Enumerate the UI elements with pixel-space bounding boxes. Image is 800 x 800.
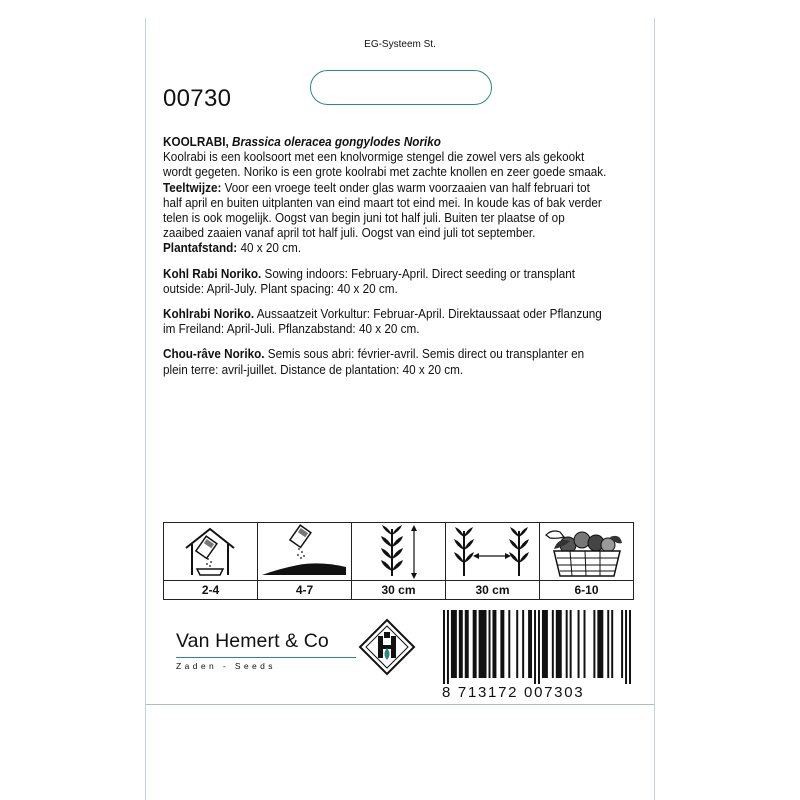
barcode-bar (566, 610, 568, 678)
french-text: Semis sous abri: février-avril. Semis direct ou transplanter en plein terre: avril-juillet. Distance de plantation: 40 x 20 cm. (163, 347, 585, 377)
icon-label-spacing: 30 cm (445, 580, 540, 600)
cultivation-icons (163, 522, 633, 600)
barcode-bar (593, 610, 595, 678)
icon-label-height: 30 cm (351, 580, 446, 600)
brand-divider (176, 657, 356, 658)
barcode-bar (597, 610, 603, 678)
barcode-bar (443, 610, 445, 684)
barcode-bar (542, 610, 548, 678)
barcode-bar (534, 610, 536, 684)
lot-number-box (310, 70, 492, 105)
barcode-bar (479, 610, 487, 678)
description-text (163, 135, 608, 388)
icon-label-outdoor: 4-7 (257, 580, 352, 600)
barcode-bar (447, 610, 449, 684)
barcode-bar (473, 610, 477, 678)
dutch-spacing: 40 x 20 cm. (240, 241, 302, 256)
barcode-bar (625, 610, 627, 684)
dutch-latin-name: Brassica oleracea gongylodes Noriko (231, 135, 441, 149)
barcode-bar (500, 610, 504, 678)
dutch-cultivation: Voor een vroege teelt onder glas warm voorzaaien van half februari tot half april en buiten uitplanten van eind maart tot eind mei. In koude kas of bak verder telen is ook mogelijk. Oogst van begin juni tot half juli. Buiten ter plaatse of op zaaibed zaaien vanaf april tot half juli. Oogst van eind juli tot september. (163, 180, 602, 241)
brand-name: Van Hemert & Co (176, 630, 329, 652)
barcode-bar (578, 610, 580, 678)
barcode-bar (629, 610, 631, 684)
barcode (443, 610, 631, 684)
barcode-bar (607, 610, 609, 678)
brand-block (176, 630, 356, 671)
french-name: Chou-râve Noriko. (163, 347, 265, 362)
barcode-bar (465, 610, 469, 678)
plant-spacing-icon (445, 522, 540, 580)
article-number: 00730 (163, 85, 232, 112)
plant-height-icon (351, 522, 446, 580)
brand-logo-icon (358, 618, 416, 676)
barcode-bar (516, 610, 518, 678)
dutch-description: Koolrabi is een koolsoort met een knolvormige stengel die zowel vers als gekookt wordt gegeten. Noriko is een grote koolrabi met zachte knollen en zeer goede smaak. (163, 150, 607, 180)
brand-tagline: Zaden - Seeds (176, 661, 276, 671)
barcode-bar (451, 610, 457, 678)
dutch-cultivation-label: Teeltwijze: (163, 180, 222, 195)
english-name: Kohl Rabi Noriko. (163, 266, 262, 281)
greenhouse-sowing-icon (163, 522, 258, 580)
icon-cell-greenhouse (163, 522, 258, 600)
icon-cell-height (351, 522, 446, 600)
seed-packet-back (145, 18, 655, 800)
dutch-spacing-label: Plantafstand: (163, 241, 238, 256)
icon-label-greenhouse: 2-4 (163, 580, 258, 600)
barcode-bar (508, 610, 510, 678)
german-text: Aussaatzeit Vorkultur: Februar-April. Direktaussaat oder Pflanzung im Freiland: April-Juli. Pflanzabstand: 40 x 20 cm. (163, 307, 602, 337)
barcode-bar (552, 610, 554, 678)
dutch-paragraph (163, 135, 608, 257)
outdoor-sowing-icon (257, 522, 352, 580)
icon-label-harvest: 6-10 (539, 580, 634, 600)
fold-line (146, 704, 654, 705)
german-name: Kohlrabi Noriko. (163, 307, 255, 322)
english-paragraph (163, 267, 608, 297)
barcode-bar (570, 610, 572, 678)
icon-cell-harvest (539, 522, 634, 600)
barcode-bar (459, 610, 463, 678)
barcode-bar (611, 610, 613, 678)
barcode-bar (621, 610, 623, 678)
barcode-bar (489, 610, 491, 678)
dutch-title: KOOLRABI, (163, 135, 229, 149)
barcode-digits: 8 713172 007303 (442, 684, 585, 701)
french-paragraph (163, 347, 608, 377)
barcode-bar (492, 610, 496, 678)
barcode-bar (556, 610, 562, 678)
barcode-bar (528, 610, 532, 678)
barcode-bar (538, 610, 540, 684)
barcode-bar (584, 610, 586, 678)
certification-text: EG-Systeem St. (364, 39, 436, 50)
barcode-bar (522, 610, 524, 678)
icon-cell-spacing (445, 522, 540, 600)
icon-cell-outdoor (257, 522, 352, 600)
english-text: Sowing indoors: February-April. Direct seeding or transplant outside: April-July. Plant spacing: 40 x 20 cm. (163, 266, 576, 296)
harvest-basket-icon (539, 522, 634, 580)
german-paragraph (163, 307, 608, 337)
